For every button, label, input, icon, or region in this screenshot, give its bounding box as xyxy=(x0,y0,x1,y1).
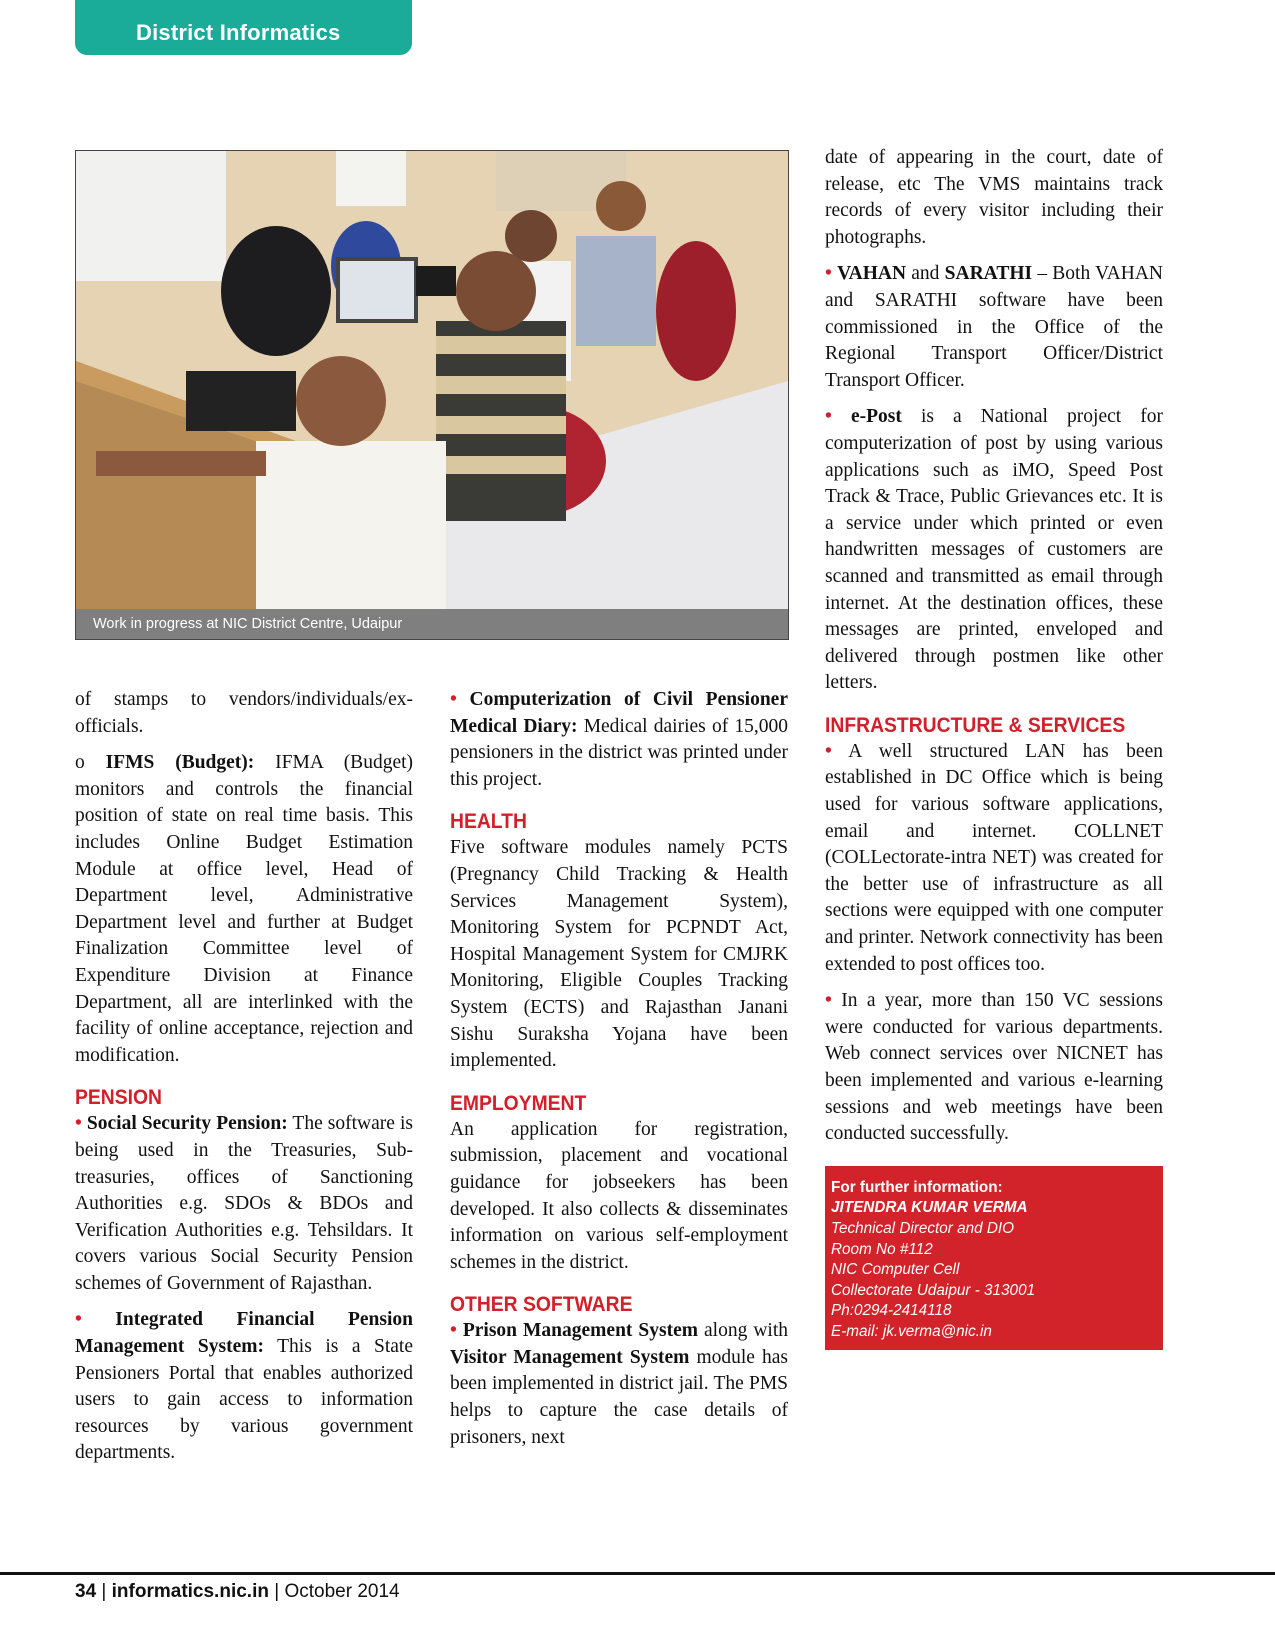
cpmd-text: Medical dairies of 15,000 pensioners in the district was printed under this project. xyxy=(450,715,788,790)
bullet-icon: • xyxy=(75,1113,82,1135)
contact-name: JITENDRA KUMAR VERMA xyxy=(831,1199,1028,1217)
vc-paragraph xyxy=(825,988,1163,1148)
employment-heading: EMPLOYMENT xyxy=(450,1091,587,1115)
photo-caption-bar xyxy=(76,609,788,639)
footer-separator: | xyxy=(96,1581,112,1602)
contact-cell: NIC Computer Cell xyxy=(831,1261,960,1279)
ifms-title: IFMS (Budget): xyxy=(105,752,255,774)
office-photo-illustration xyxy=(76,151,788,639)
health-heading: HEALTH xyxy=(450,810,527,834)
ssp-title: Social Security Pension: xyxy=(86,1113,288,1135)
vc-text: In a year, more than 150 VC sessions were conducted for various departments. Web connect services over NICNET has been implemented and various e-learning sessions and web meetings have been conducted successfully. xyxy=(825,990,1163,1145)
footer-separator: | xyxy=(268,1581,285,1602)
ifpms-paragraph xyxy=(75,1307,413,1467)
contact-room: Room No #112 xyxy=(831,1240,933,1258)
cpmd-paragraph xyxy=(450,687,788,793)
other-software-heading: OTHER SOFTWARE xyxy=(450,1293,633,1317)
column-middle xyxy=(450,687,788,1461)
ssp-paragraph xyxy=(75,1111,413,1297)
bullet-icon: • xyxy=(450,1320,457,1342)
vms-title: Visitor Management System xyxy=(450,1346,690,1368)
ifpms-title: Integrated Financial Pension Management System: xyxy=(75,1309,413,1358)
lan-paragraph xyxy=(825,739,1163,978)
vahan-paragraph xyxy=(825,261,1163,394)
contact-designation: Technical Director and DIO xyxy=(831,1219,1015,1237)
bullet-icon: • xyxy=(825,406,832,428)
pms-text: module has been implemented in district jail. The PMS helps to capture the case details of prisoners, next xyxy=(450,1346,788,1448)
employment-paragraph: An application for registration, submission, placement and vocational guidance for jobseekers has been developed. It also collects & disseminates information on various self-employment schemes in the district. xyxy=(450,1118,788,1273)
bullet-icon: • xyxy=(825,740,832,762)
cpmd-title: Computerization of Civil Pensioner Medical Diary: xyxy=(450,689,788,737)
stamps-paragraph: of stamps to vendors/individuals/ex-officials. xyxy=(75,689,413,737)
ifms-paragraph xyxy=(75,750,413,1069)
contact-phone: Ph:0294-2414118 xyxy=(831,1302,952,1320)
footer-site-link[interactable]: informatics.nic.in xyxy=(111,1581,269,1602)
pms-paragraph xyxy=(450,1318,788,1451)
footer-issue-date: October 2014 xyxy=(284,1581,400,1602)
vahan-and: and xyxy=(906,263,945,285)
contact-address: Collectorate Udaipur - 313001 xyxy=(831,1281,1036,1299)
photo-caption: Work in progress at NIC District Centre, Udaipur xyxy=(93,616,403,632)
office-photo xyxy=(75,150,789,640)
vms-continued-paragraph: date of appearing in the court, date of release, etc The VMS maintains track records of every visitor including their photographs. xyxy=(825,147,1163,248)
infrastructure-heading: INFRASTRUCTURE & SERVICES xyxy=(825,713,1126,737)
epost-text: is a National project for computerization of post by using various applications such as iMO, Speed Post Track & Trace, Public Grievances etc. It is a service under which printed or even handwritten messages of customers are scanned and transmitted as email through internet. At the destination offices, these messages are printed, enveloped and delivered through postmen like other letters. xyxy=(825,406,1164,694)
contact-info-box xyxy=(825,1166,1163,1350)
column-left xyxy=(75,687,413,1477)
bullet-icon: • xyxy=(75,1309,82,1331)
vahan-title: VAHAN xyxy=(837,263,907,285)
ifms-text: IFMA (Budget) monitors and controls the financial position of state on real time basis. This includes Online Budget Estimation Module at office level, Head of Department level, Administrative Department level and further at Budget Finalization Committee level of Expenditure Division at Finance Department, all are interlinked with the facility of online acceptance, rejection and modification. xyxy=(75,752,414,1066)
page-number: 34 xyxy=(75,1581,97,1602)
page-footer xyxy=(75,1581,400,1603)
pension-heading: PENSION xyxy=(75,1086,162,1110)
epost-paragraph xyxy=(825,404,1163,697)
pms-title: Prison Management System xyxy=(462,1320,698,1342)
footer-divider xyxy=(0,1572,1275,1575)
lan-text: A well structured LAN has been established in DC Office which is being used for various software applications, email and internet. COLLNET (COLLectorate-intra NET) was created for the better use of infrastructure as all sections were equipped with one computer and printer. Network connectivity has been extended to post offices too. xyxy=(825,740,1163,975)
column-right xyxy=(825,145,1163,1350)
sarathi-title: SARATHI xyxy=(944,263,1033,285)
ifms-prefix: o xyxy=(75,752,106,774)
contact-email[interactable]: E-mail: jk.verma@nic.in xyxy=(831,1322,992,1340)
bullet-icon: • xyxy=(825,263,832,285)
ifpms-text: This is a State Pensioners Portal that enables authorized users to gain access to information resources by various government departments. xyxy=(75,1336,414,1464)
bullet-icon: • xyxy=(825,990,832,1012)
section-title: District Informatics xyxy=(136,20,341,45)
info-label: For further information: xyxy=(831,1178,1003,1196)
vahan-text: – Both VAHAN and SARATHI software have been commissioned in the Office of the Regional Transport Officer/District Transport Officer. xyxy=(825,263,1164,391)
epost-title: e-Post xyxy=(850,406,902,428)
bullet-icon: • xyxy=(450,689,457,710)
pms-mid: along with xyxy=(698,1320,789,1342)
health-paragraph: Five software modules namely PCTS (Pregnancy Child Tracking & Health Services Management System), Monitoring System for PCPNDT Act, Hospital Management System for CMJRK Monitoring, Eligible Couples Tracking System (ECTS) and Rajasthan Janani Sishu Suraksha Yojana have been implemented. xyxy=(450,837,788,1072)
section-header-tab xyxy=(75,0,412,55)
ssp-text: The software is being used in the Treasuries, Sub-treasuries, offices of Sanctioning Authorities e.g. SDOs & BDOs and Verification Authorities e.g. Tehsildars. It covers various Social Security Pension schemes of Government of Rajasthan. xyxy=(75,1113,414,1294)
